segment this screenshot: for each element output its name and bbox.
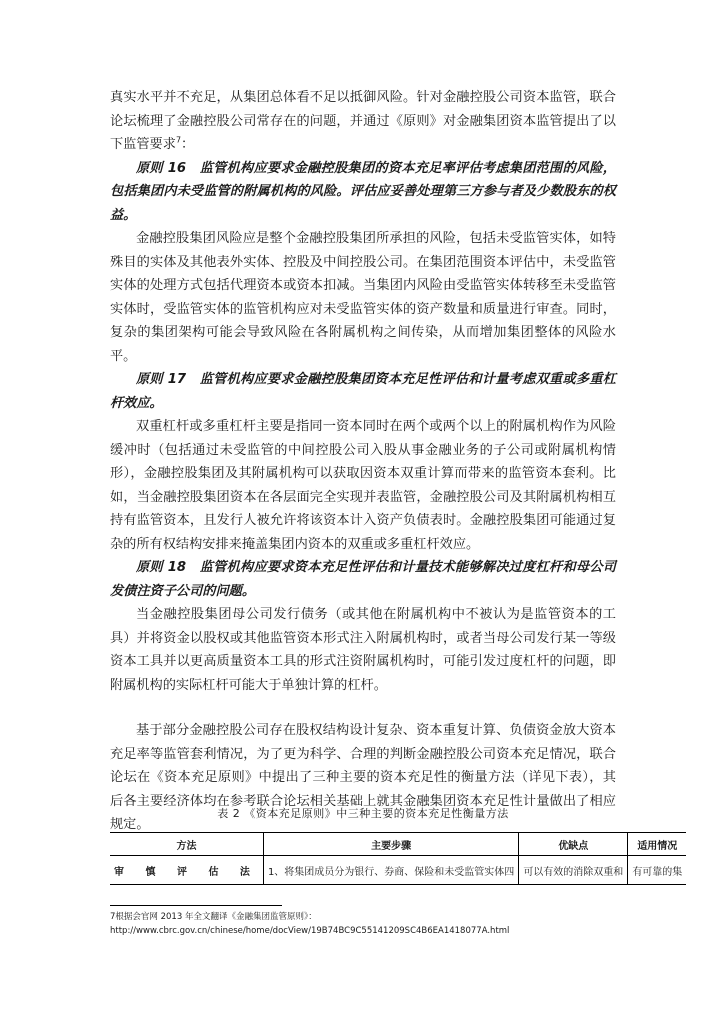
- principle-17-heading: 原则 17 监管机构应要求金融控股集团资本充足性评估和计量考虑双重或多重杠杆效应。: [110, 372, 616, 411]
- footnote-divider: [110, 905, 282, 906]
- cell-applicability: 有可靠的集: [628, 856, 687, 885]
- methods-table: [110, 832, 686, 885]
- table-row: [110, 856, 686, 885]
- principle-17-body: 双重杠杆或多重杠杆主要是指同一资本同时在两个或两个以上的附属机构作为风险缓冲时（包括通过未受监管的中间控股公司入股从事金融业务的子公司或附属机构情形），金融控股集团及其附属机构可以获取因资本双重计算而带来的监管资本套利。比如，当金融控股集团资本在各层面完全实现并表监管，金融控股公司及其附属机构相互持有监管资本，且发行人被允许将该资本计入资产负债表时。金融控股集团可能通过复杂的所有权结构安排来掩盖集团内资本的双重或多重杠杆效应。: [110, 419, 616, 552]
- footnote-text: 7根据会官网 2013 年全文翻译《金融集团监管原则》：: [110, 912, 317, 922]
- footnote-ref[interactable]: 7: [175, 135, 182, 145]
- table-caption: 表 2 《资本充足原则》中三种主要的资本充足性衡量方法: [217, 807, 509, 820]
- principle-18-body: 当金融控股集团母公司发行债务（或其他在附属机构中不被认为是监管资本的工具）并将资金以股权或其他监管资本形式注入附属机构时，或者当母公司发行某一等级资本工具并以更高质量资本工具的形式注资附属机构时，可能引发过度杠杆的问题，即附属机构的实际杠杆可能大于单独计算的杠杆。: [110, 607, 616, 693]
- footnote-link[interactable]: http://www.cbrc.gov.cn/chinese/home/docView/19B74BC9C55141209SC4B6EA1418077A.html: [110, 926, 510, 936]
- cell-steps: 1、将集团成员分为银行、券商、保险和未受监管实体四: [263, 856, 518, 885]
- paragraph-intro: 真实水平并不充足，从集团总体看不足以抵御风险。针对金融控股公司资本监管，联合论坛梳理了金融控股公司常存在的问题，并通过《原则》对金融集团资本监管提出了以下监管要求$^7$：: [110, 90, 616, 152]
- principle-16-body: 金融控股集团风险应是整个金融控股集团所承担的风险，包括未受监管实体，如特殊目的实体及其他表外实体、控股及中间控股公司。在集团范围资本评估中，未受监管实体的处理方式包括代理资本或资本扣减。当集团内风险由受监管实体转移至未受监管实体时，受监管实体的监管机构应对未受监管实体的资产数量和质量进行审查。同时，复杂的集团架构可能会导致风险在各附属机构之间传染，从而增加集团整体的风险水平。: [110, 231, 616, 364]
- paragraph-gap: [110, 697, 616, 719]
- table-header-row: [110, 833, 686, 856]
- header-steps: 主要步骤: [263, 833, 518, 856]
- body-text: [110, 86, 616, 837]
- header-pros-cons: 优缺点: [519, 833, 628, 856]
- header-applicability: 适用情况: [628, 833, 687, 856]
- cell-method: 审 慎 评 估 法: [110, 856, 263, 885]
- cell-pros-cons: 可以有效的消除双重和: [519, 856, 628, 885]
- header-method: 方法: [110, 833, 263, 856]
- principle-16-heading: 原则 16 监管机构应要求金融控股集团的资本充足率评估考虑集团范围的风险，包括集团内未受监管的附属机构的风险。评估应妥善处理第三方参与者及少数股东的权益。: [110, 160, 616, 223]
- principle-18-heading: 原则 18 监管机构应要求资本充足性评估和计量技术能够解决过度杠杆和母公司发债注资子公司的问题。: [110, 560, 616, 599]
- summary-paragraph: 基于部分金融控股公司存在股权结构设计复杂、资本重复计算、负债资金放大资本充足率等监管套利情况，为了更为科学、合理的判断金融控股公司资本充足情况，联合论坛在《资本充足原则》中提出了三种主要的资本充足性的衡量方法（详见下表），其后各主要经济体均在参考联合论坛相关基础上就其金融集团资本充足性计量做出了相应规定。: [110, 723, 616, 832]
